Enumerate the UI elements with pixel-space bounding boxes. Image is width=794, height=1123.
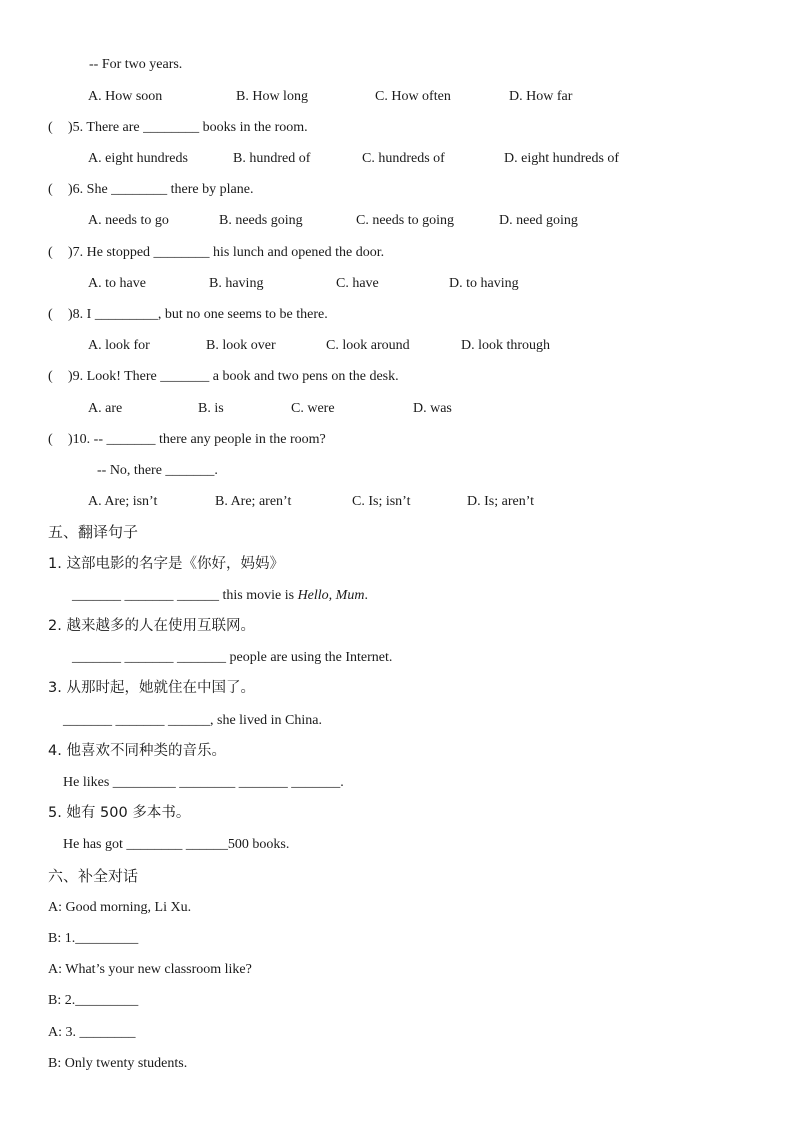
q10-option-d: D. Is; aren’t	[467, 494, 534, 509]
q10-paren: (	[48, 432, 53, 447]
q7-paren: (	[48, 245, 53, 260]
q9-option-d: D. was	[413, 401, 452, 416]
q10-option-a: A. Are; isn’t	[88, 494, 158, 509]
translate-5-chinese: 5. 她有 500 多本书。	[48, 805, 191, 821]
q7-option-d: D. to having	[449, 276, 519, 291]
translate-2-english: _______ _______ _______ people are using the Internet.	[72, 650, 393, 665]
dialogue-line: A: What’s your new classroom like?	[48, 962, 252, 977]
movie-title: Hello, Mum	[297, 588, 365, 603]
q5-option-a: A. eight hundreds	[88, 151, 188, 166]
dialogue-line: A: Good morning, Li Xu.	[48, 900, 192, 915]
q5-stem: )5. There are ________ books in the room.	[68, 120, 308, 135]
q5-option-d: D. eight hundreds of	[504, 151, 620, 166]
q10-stem: )10. -- _______ there any people in the room?	[68, 432, 326, 447]
q9-paren: (	[48, 369, 53, 384]
q8-option-b: B. look over	[206, 338, 276, 353]
q8-paren: (	[48, 307, 53, 322]
q5-paren: (	[48, 120, 53, 135]
translate-1-english	[72, 587, 368, 605]
q7-stem: )7. He stopped ________ his lunch and opened the door.	[68, 245, 385, 260]
dialogue-line: B: 1._________	[48, 931, 139, 946]
translate-3-chinese: 3. 从那时起，她就住在中国了。	[48, 680, 255, 696]
dialogue-line: B: Only twenty students.	[48, 1056, 188, 1071]
q4-option-c: C. How often	[375, 89, 451, 104]
q10-answer: -- No, there _______.	[97, 463, 218, 478]
translate-1-chinese: 1. 这部电影的名字是《你好，妈妈》	[48, 556, 284, 572]
translate-2-chinese: 2. 越来越多的人在使用互联网。	[48, 618, 255, 634]
q4-answer: -- For two years.	[89, 57, 183, 72]
q9-stem: )9. Look! There _______ a book and two pens on the desk.	[68, 369, 399, 384]
q4-option-d: D. How far	[509, 89, 573, 104]
q9-option-a: A. are	[88, 401, 123, 416]
q10-option-b: B. Are; aren’t	[215, 494, 292, 509]
q6-option-a: A. needs to go	[88, 213, 169, 228]
q7-option-c: C. have	[336, 276, 379, 291]
dialogue-line: B: 2._________	[48, 993, 139, 1008]
translate-5-english: He has got ________ ______500 books.	[63, 837, 290, 852]
q4-option-b: B. How long	[236, 89, 308, 104]
translate-1-blanks: _______ _______ ______ this movie is	[72, 588, 298, 603]
q7-option-b: B. having	[209, 276, 264, 291]
section5-title: 五、翻译句子	[48, 523, 139, 541]
q4-option-a: A. How soon	[88, 89, 163, 104]
q5-option-b: B. hundred of	[233, 151, 311, 166]
q9-option-b: B. is	[198, 401, 224, 416]
dialogue-line: A: 3. ________	[48, 1025, 136, 1040]
q10-option-c: C. Is; isn’t	[352, 494, 411, 509]
translate-4-english: He likes _________ ________ _______ _______.	[63, 775, 344, 790]
q8-option-c: C. look around	[326, 338, 410, 353]
q6-option-b: B. needs going	[219, 213, 303, 228]
q8-stem: )8. I _________, but no one seems to be there.	[68, 307, 328, 322]
q6-option-c: C. needs to going	[356, 213, 454, 228]
translate-1-period: .	[364, 588, 368, 603]
q9-option-c: C. were	[291, 401, 335, 416]
section6-title: 六、补全对话	[48, 867, 139, 885]
q6-paren: (	[48, 182, 53, 197]
q8-option-a: A. look for	[88, 338, 150, 353]
q5-option-c: C. hundreds of	[362, 151, 445, 166]
q6-option-d: D. need going	[499, 213, 578, 228]
translate-4-chinese: 4. 他喜欢不同种类的音乐。	[48, 743, 226, 759]
q7-option-a: A. to have	[88, 276, 146, 291]
q6-stem: )6. She ________ there by plane.	[68, 182, 254, 197]
translate-3-english: _______ _______ ______, she lived in China.	[63, 713, 322, 728]
q8-option-d: D. look through	[461, 338, 551, 353]
